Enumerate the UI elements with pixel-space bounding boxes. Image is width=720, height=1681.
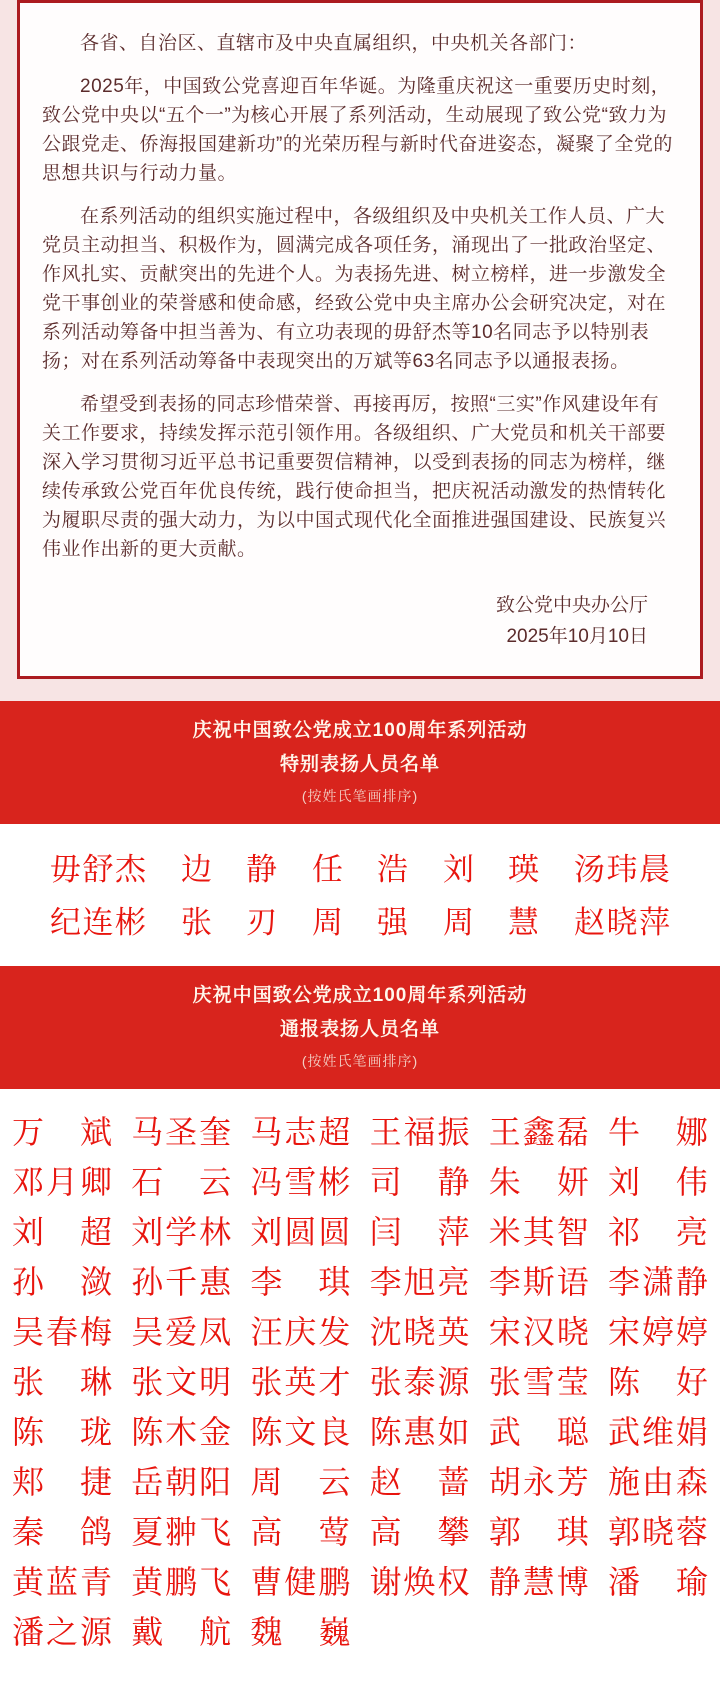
person-name: 高 莺 [250, 1514, 351, 1550]
person-name: 祁 亮 [607, 1214, 708, 1250]
person-name: 陈 惠 如 [369, 1414, 470, 1450]
person-name: 刘 学 林 [131, 1214, 232, 1250]
person-name: 刘 瑛 [443, 852, 539, 887]
person-name: 武 聪 [488, 1414, 589, 1450]
person-name: 郭 琪 [488, 1514, 589, 1550]
person-name: 郏 捷 [12, 1464, 112, 1500]
person-name: 张 英 才 [250, 1364, 351, 1400]
person-name: 胡 永 芳 [488, 1464, 589, 1500]
notice-salutation: 各省、自治区、直辖市及中央直属组织，中央机关各部门： [80, 33, 588, 54]
person-name: 吴 爱 凤 [131, 1314, 232, 1350]
notice-paragraph-3: 希望受到表扬的同志珍惜荣誉、再接再厉，按照“三实”作风建设年有关工作要求，持续发挥示范引领作用。各级组织、广大党员和机关干部要深入学习贯彻习近平总书记重要贺信精神，以受到表扬的同志为榜样，继续传承致公党百年优良传统，践行使命担当，把庆祝活动激发的热情转化为履职尽责的强大动力，为以中国式现代化全面推进强国建设、民族复兴伟业作出新的更大贡献。 [42, 394, 667, 560]
person-name: 刘 超 [12, 1214, 112, 1250]
name-row [12, 1605, 708, 1655]
person-name: 邓 月 卿 [12, 1164, 112, 1200]
roster-banner-title-line1: 庆祝中国致公党成立100周年系列活动 [192, 985, 528, 1006]
person-name: 周 慧 [443, 905, 539, 940]
person-name: 周 强 [312, 905, 408, 940]
person-name: 张 琳 [12, 1364, 112, 1400]
person-name: 张 刃 [181, 905, 277, 940]
person-name: 司 静 [369, 1164, 470, 1200]
person-name: 赵 晓 萍 [574, 905, 670, 940]
notice-paragraph-2: 在系列活动的组织实施过程中，各级组织及中央机关工作人员、广大党员主动担当、积极作为，圆满完成各项任务，涌现出了一批政治坚定、作风扎实、贡献突出的先进个人。为表扬先进、树立榜样，进一步激发全党干事创业的荣誉感和使命感，经致公党中央主席办公会研究决定，对在系列活动筹备中担当善为、有立功表现的毋舒杰等10名同志予以特别表扬；对在系列活动筹备中表现突出的万斌等63名同志予以通报表扬。 [42, 206, 667, 372]
person-name: 曹 健 鹏 [250, 1564, 351, 1600]
person-name: 米 其 智 [488, 1214, 589, 1250]
person-name: 闫 萍 [369, 1214, 470, 1250]
signature-date: 2025年10月10日 [506, 626, 648, 647]
special-names-list [0, 824, 720, 966]
person-name: 冯 雪 彬 [250, 1164, 351, 1200]
person-name: 宋 婷 婷 [607, 1314, 708, 1350]
signature-issuer: 致公党中央办公厅 [495, 595, 648, 616]
person-name: 赵 蔷 [369, 1464, 470, 1500]
person-name: 边 静 [181, 852, 277, 887]
person-name: 魏 巍 [250, 1614, 351, 1650]
person-name: 陈 文 良 [250, 1414, 351, 1450]
person-name: 万 斌 [12, 1114, 112, 1150]
person-name: 毋 舒 杰 [50, 852, 146, 887]
person-name: 潘 之 源 [12, 1614, 112, 1650]
signature-block [42, 590, 678, 652]
person-name: 汤 玮 晨 [574, 852, 670, 887]
person-name: 刘 伟 [607, 1164, 708, 1200]
person-name: 张 雪 莹 [488, 1364, 589, 1400]
roster-banner-title-line2: 通报表扬人员名单 [279, 1019, 440, 1040]
person-name: 王 鑫 磊 [488, 1114, 589, 1150]
person-name: 任 浩 [312, 852, 408, 887]
person-name: 宋 汉 晓 [488, 1314, 589, 1350]
special-banner-title-line1: 庆祝中国致公党成立100周年系列活动 [192, 720, 528, 741]
person-name: 沈 晓 英 [369, 1314, 470, 1350]
person-name: 潘 瑜 [607, 1564, 708, 1600]
person-name: 施 由 森 [607, 1464, 708, 1500]
person-name: 汪 庆 发 [250, 1314, 351, 1350]
person-name: 黄 鹏 飞 [131, 1564, 232, 1600]
person-name: 谢 焕 权 [369, 1564, 470, 1600]
person-name: 马 志 超 [250, 1114, 351, 1150]
person-name: 黄 蓝 青 [12, 1564, 112, 1600]
person-name: 吴 春 梅 [12, 1314, 112, 1350]
name-row [12, 1405, 708, 1455]
name-row [12, 1555, 708, 1605]
person-name: 戴 航 [131, 1614, 232, 1650]
name-row [12, 1205, 708, 1255]
person-name: 武 维 娟 [607, 1414, 708, 1450]
roster-banner-subtitle: (按姓氏笔画排序) [301, 1053, 419, 1069]
person-name: 秦 鸽 [12, 1514, 112, 1550]
person-name: 郭 晓 蓉 [607, 1514, 708, 1550]
person-name: 李 斯 语 [488, 1264, 589, 1300]
person-name: 陈 木 金 [131, 1414, 232, 1450]
person-name: 王 福 振 [369, 1114, 470, 1150]
person-name: 孙 潋 [12, 1264, 112, 1300]
person-name: 陈 珑 [12, 1414, 112, 1450]
name-row [12, 1255, 708, 1305]
roster-names-list [0, 1089, 720, 1681]
name-row [12, 1355, 708, 1405]
person-name: 陈 好 [607, 1364, 708, 1400]
name-row [12, 1305, 708, 1355]
roster-list-banner [0, 966, 720, 1089]
person-name: 孙 千 惠 [131, 1264, 232, 1300]
name-row [50, 893, 670, 946]
person-name: 李 旭 亮 [369, 1264, 470, 1300]
person-name: 刘 圆 圆 [250, 1214, 351, 1250]
person-name: 纪 连 彬 [50, 905, 146, 940]
person-name: 李 琪 [250, 1264, 351, 1300]
person-name: 石 云 [131, 1164, 232, 1200]
special-list-banner [0, 701, 720, 824]
person-name: 李 潇 静 [607, 1264, 708, 1300]
name-row [12, 1155, 708, 1205]
person-name: 高 攀 [369, 1514, 470, 1550]
person-name: 牛 娜 [607, 1114, 708, 1150]
special-banner-subtitle: (按姓氏笔画排序) [301, 788, 419, 804]
person-name: 夏 翀 飞 [131, 1514, 232, 1550]
person-name: 马 圣 奎 [131, 1114, 232, 1150]
special-banner-title-line2: 特别表扬人员名单 [279, 754, 440, 775]
person-name: 张 泰 源 [369, 1364, 470, 1400]
name-row [12, 1455, 708, 1505]
person-name: 静 慧 博 [488, 1564, 589, 1600]
person-name: 周 云 [250, 1464, 351, 1500]
name-row [12, 1505, 708, 1555]
name-row [50, 840, 670, 893]
person-name: 张 文 明 [131, 1364, 232, 1400]
notice-paragraph-1: 2025年，中国致公党喜迎百年华诞。为隆重庆祝这一重要历史时刻，致公党中央以“五个一”为核心开展了系列活动，生动展现了致公党“致力为公跟党走、侨海报国建新功”的光荣历程与新时代奋进姿态，凝聚了全党的思想共识与行动力量。 [42, 76, 673, 184]
notice-card [17, 0, 703, 679]
name-row [12, 1105, 708, 1155]
person-name: 岳 朝 阳 [131, 1464, 232, 1500]
person-name: 朱 妍 [488, 1164, 589, 1200]
